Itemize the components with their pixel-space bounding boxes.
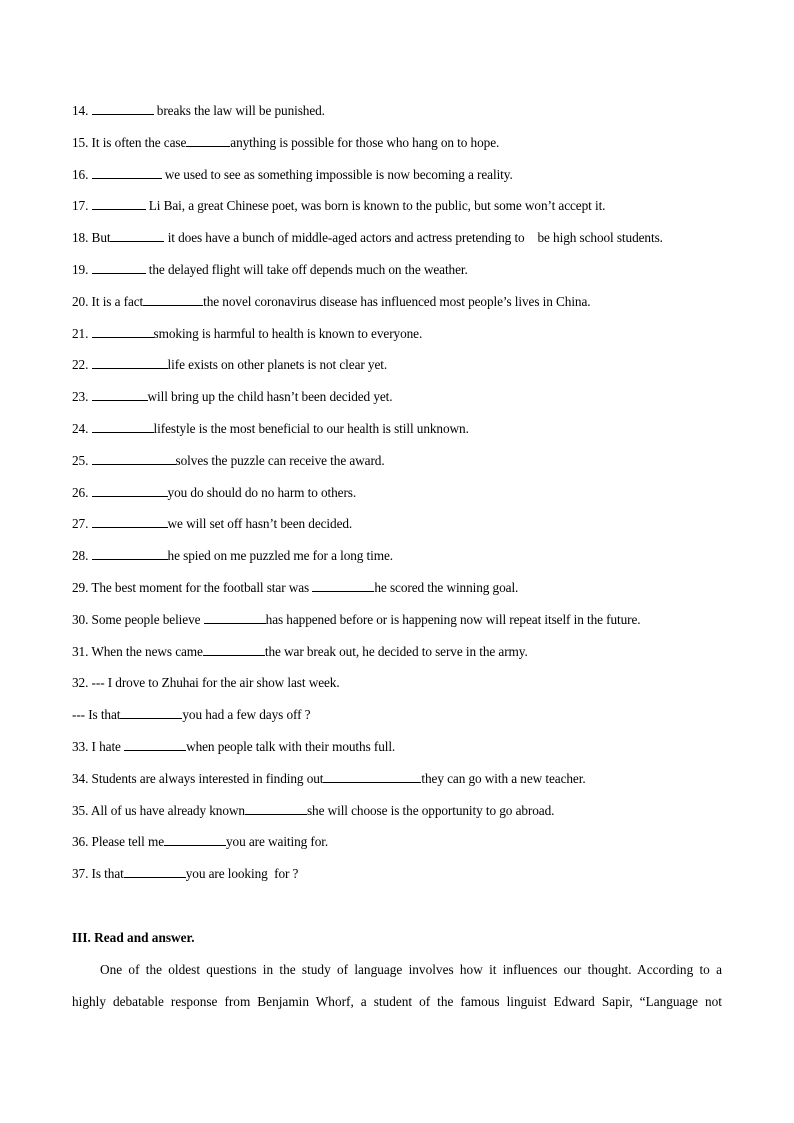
question-text-before: Is that xyxy=(91,866,124,882)
question-text-after: life exists on other planets is not clear yet. xyxy=(167,357,388,373)
question-text-before: It is often the case xyxy=(91,134,187,150)
question-line xyxy=(72,135,499,151)
question-text-before: Some people believe xyxy=(91,611,204,627)
question-line xyxy=(72,294,591,310)
question-text-after: he scored the winning goal. xyxy=(374,580,519,595)
question-number: 23. xyxy=(72,389,92,405)
question-line xyxy=(72,453,385,469)
question-number: 35. xyxy=(72,802,91,818)
question-number: 29. xyxy=(72,580,92,595)
question-number: 37. xyxy=(72,866,92,882)
question-number: 20. xyxy=(72,293,92,309)
question-line xyxy=(72,866,298,882)
question-text-after: will bring up the child hasn’t been decided yet. xyxy=(147,389,393,405)
answer-blank[interactable] xyxy=(92,548,168,560)
question-line xyxy=(72,485,356,501)
question-line xyxy=(72,167,513,183)
answer-blank[interactable] xyxy=(124,739,186,751)
question-number: 19. xyxy=(72,262,92,277)
section-title: III. Read and answer. xyxy=(72,930,195,945)
answer-blank[interactable] xyxy=(92,198,146,210)
question-line xyxy=(72,580,518,596)
question-line xyxy=(72,230,663,246)
question-number: 27. xyxy=(72,516,92,532)
question-line xyxy=(72,548,393,564)
answer-blank[interactable] xyxy=(92,357,168,369)
question-text-after: lifestyle is the most beneficial to our health is still unknown. xyxy=(153,421,469,436)
question-line xyxy=(72,516,352,532)
question-text-after: has happened before or is happening now will repeat itself in the future. xyxy=(265,611,641,627)
answer-blank[interactable] xyxy=(323,771,421,783)
answer-blank[interactable] xyxy=(245,803,307,815)
question-number: 21. xyxy=(72,325,92,341)
question-line xyxy=(72,262,468,278)
answer-blank[interactable] xyxy=(143,294,203,306)
question-number: 31. xyxy=(72,643,92,659)
question-number: 14. xyxy=(72,103,92,118)
question-text-after: the novel coronavirus disease has influenced most people’s lives in China. xyxy=(203,293,591,309)
question-text-before: The best moment for the football star was xyxy=(91,580,313,595)
question-number: 34. xyxy=(72,770,92,786)
question-number: 28. xyxy=(72,548,92,564)
question-line xyxy=(72,707,310,723)
question-text-after: we will set off hasn’t been decided. xyxy=(167,516,353,532)
question-text-after: you do should do no harm to others. xyxy=(167,484,357,500)
question-line xyxy=(72,198,605,214)
question-text-after: you had a few days off ? xyxy=(182,707,311,723)
answer-blank[interactable] xyxy=(120,707,182,719)
question-number: 32. xyxy=(72,675,92,691)
answer-blank[interactable] xyxy=(92,167,162,179)
question-text-after: you are waiting for. xyxy=(226,834,329,850)
question-number: 25. xyxy=(72,452,92,468)
question-text-after: we used to see as something impossible is now becoming a reality. xyxy=(161,166,513,182)
question-text-before: Students are always interested in finding out xyxy=(91,770,324,786)
question-number: 26. xyxy=(72,484,92,500)
question-text-before: But xyxy=(91,230,111,246)
answer-blank[interactable] xyxy=(110,230,164,242)
question-text-after: when people talk with their mouths full. xyxy=(186,739,396,754)
question-number: 30. xyxy=(72,611,92,627)
question-line xyxy=(72,771,586,787)
question-text-after: it does have a bunch of middle-aged actors and actress pretending to be high school students. xyxy=(164,230,663,246)
answer-blank[interactable] xyxy=(92,421,154,433)
question-text-before: --- I drove to Zhuhai for the air show last week. xyxy=(91,675,340,691)
question-number: 15. xyxy=(72,134,92,150)
question-text-after: she will choose is the opportunity to go abroad. xyxy=(306,802,555,818)
question-text-after: Li Bai, a great Chinese poet, was born is known to the public, but some won’t accept it. xyxy=(145,198,606,214)
question-number: 17. xyxy=(72,198,92,214)
answer-blank[interactable] xyxy=(204,612,266,624)
question-text-after: he spied on me puzzled me for a long time. xyxy=(167,548,394,564)
answer-blank[interactable] xyxy=(164,834,226,846)
question-number: 22. xyxy=(72,357,92,373)
question-line xyxy=(72,421,469,437)
answer-blank[interactable] xyxy=(92,103,154,115)
answer-blank[interactable] xyxy=(312,580,374,592)
question-line xyxy=(72,357,387,373)
question-number: 24. xyxy=(72,421,92,436)
paragraph-line-1: One of the oldest questions in the study of language involves how it influences our thought. According to a xyxy=(100,962,722,977)
question-text-after: you are looking for ? xyxy=(185,866,299,882)
question-number: 16. xyxy=(72,166,92,182)
question-number: 18. xyxy=(72,230,92,246)
question-line xyxy=(72,326,422,342)
question-number: 33. xyxy=(72,739,92,754)
question-text-before: Please tell me xyxy=(91,834,164,850)
question-text-after: the delayed flight will take off depends much on the weather. xyxy=(145,262,468,277)
question-text-after: they can go with a new teacher. xyxy=(421,770,586,786)
question-line xyxy=(72,389,393,405)
answer-blank[interactable] xyxy=(92,262,146,274)
question-text-after: smoking is harmful to health is known to everyone. xyxy=(153,325,423,341)
question-text-after: solves the puzzle can receive the award. xyxy=(175,452,385,468)
answer-blank[interactable] xyxy=(203,644,265,656)
question-text-before: It is a fact xyxy=(91,293,144,309)
answer-blank[interactable] xyxy=(92,485,168,497)
answer-blank[interactable] xyxy=(186,135,230,147)
question-line xyxy=(72,803,554,819)
question-text-before: All of us have already known xyxy=(90,802,245,818)
question-text-after: the war break out, he decided to serve in the army. xyxy=(264,643,528,659)
question-line xyxy=(72,739,395,755)
question-line xyxy=(72,834,328,850)
answer-blank[interactable] xyxy=(92,326,154,338)
question-text-after: anything is possible for those who hang on to hope. xyxy=(230,134,500,150)
question-text-after: breaks the law will be punished. xyxy=(153,103,325,118)
answer-blank[interactable] xyxy=(124,866,186,878)
question-text-before: When the news came xyxy=(91,643,203,659)
question-line xyxy=(72,675,340,691)
question-text-before: --- Is that xyxy=(72,707,121,723)
question-text-before: I hate xyxy=(91,739,125,754)
question-line xyxy=(72,612,641,628)
answer-blank[interactable] xyxy=(92,389,148,401)
question-line xyxy=(72,644,528,660)
paragraph-line-2: highly debatable response from Benjamin Whorf, a student of the famous linguist Edward Sapir, “Language not xyxy=(72,994,722,1009)
question-number: 36. xyxy=(72,834,92,850)
answer-blank[interactable] xyxy=(92,453,176,465)
question-line xyxy=(72,103,325,119)
answer-blank[interactable] xyxy=(92,516,168,528)
